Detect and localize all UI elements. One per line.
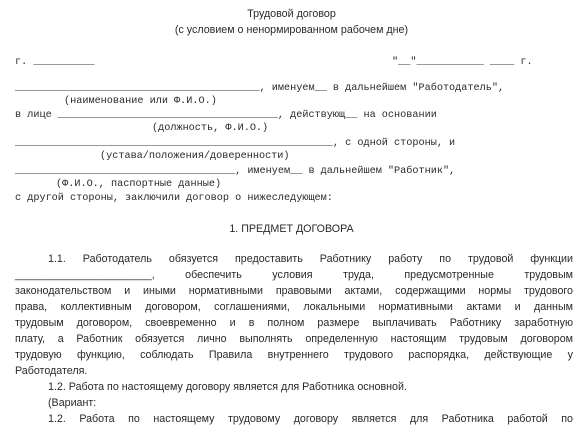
employee-line: ____________________________________, именуем__ в дальнейшем "Работник", <box>15 166 456 177</box>
clause-1-1-line: 1.1. Работодатель обязуется предоставить Работнику работу по трудовой функции <box>48 253 573 265</box>
date-field: "__"___________ ____ г. <box>392 57 533 68</box>
clause-1-1-line: _______________________, обеспечить условия труда, предусмотренные трудовым <box>15 269 573 281</box>
document-subtitle: (с условием о ненормированном рабочем дне) <box>174 24 409 36</box>
clause-1-1-line: трудовую функцию, соблюдать Правила внутреннего трудового распорядка, действующие у <box>15 349 573 361</box>
clause-1-1-line: трудовым договором, своевременно и в полном размере выплачивать Работнику заработную <box>15 317 573 329</box>
clause-1-1-line: Работодателя. <box>15 365 88 377</box>
clause-1-1-line: права, коллективным договором, соглашениями, локальными нормативными актами и данным <box>15 301 573 313</box>
basis-line: ____________________________________________________, с одной стороны, и <box>15 138 456 149</box>
employer-hint: (наименование или Ф.И.О.) <box>64 96 217 107</box>
clause-1-1-line: плату, а Работник обязуется лично выполнять определенную настоящим трудовым договором <box>15 333 573 345</box>
representative-line: в лице ____________________________________, действующ__ на основании <box>15 110 437 121</box>
closing-line: с другой стороны, заключили договор о нижеследующем: <box>15 193 333 204</box>
clause-1-1-line: законодательством и иными нормативными правовыми актами, содержащими нормы трудового <box>15 285 573 297</box>
section-heading: 1. ПРЕДМЕТ ДОГОВОРА <box>229 223 354 235</box>
representative-hint: (должность, Ф.И.О.) <box>152 123 269 134</box>
city-field: г. __________ <box>15 57 95 68</box>
employer-line: ________________________________________, именуем__ в дальнейшем "Работодатель", <box>15 83 505 94</box>
basis-hint: (устава/положения/доверенности) <box>100 151 290 162</box>
variant-label: (Вариант: <box>48 397 97 409</box>
clause-1-2: 1.2. Работа по настоящему договору является для Работника основной. <box>48 381 407 393</box>
employee-hint: (Ф.И.О., паспортные данные) <box>56 179 222 190</box>
document-title: Трудовой договор <box>247 8 336 20</box>
clause-1-2-variant: 1.2. Работа по настоящему трудовому договору является для Работника работой по <box>48 413 573 425</box>
